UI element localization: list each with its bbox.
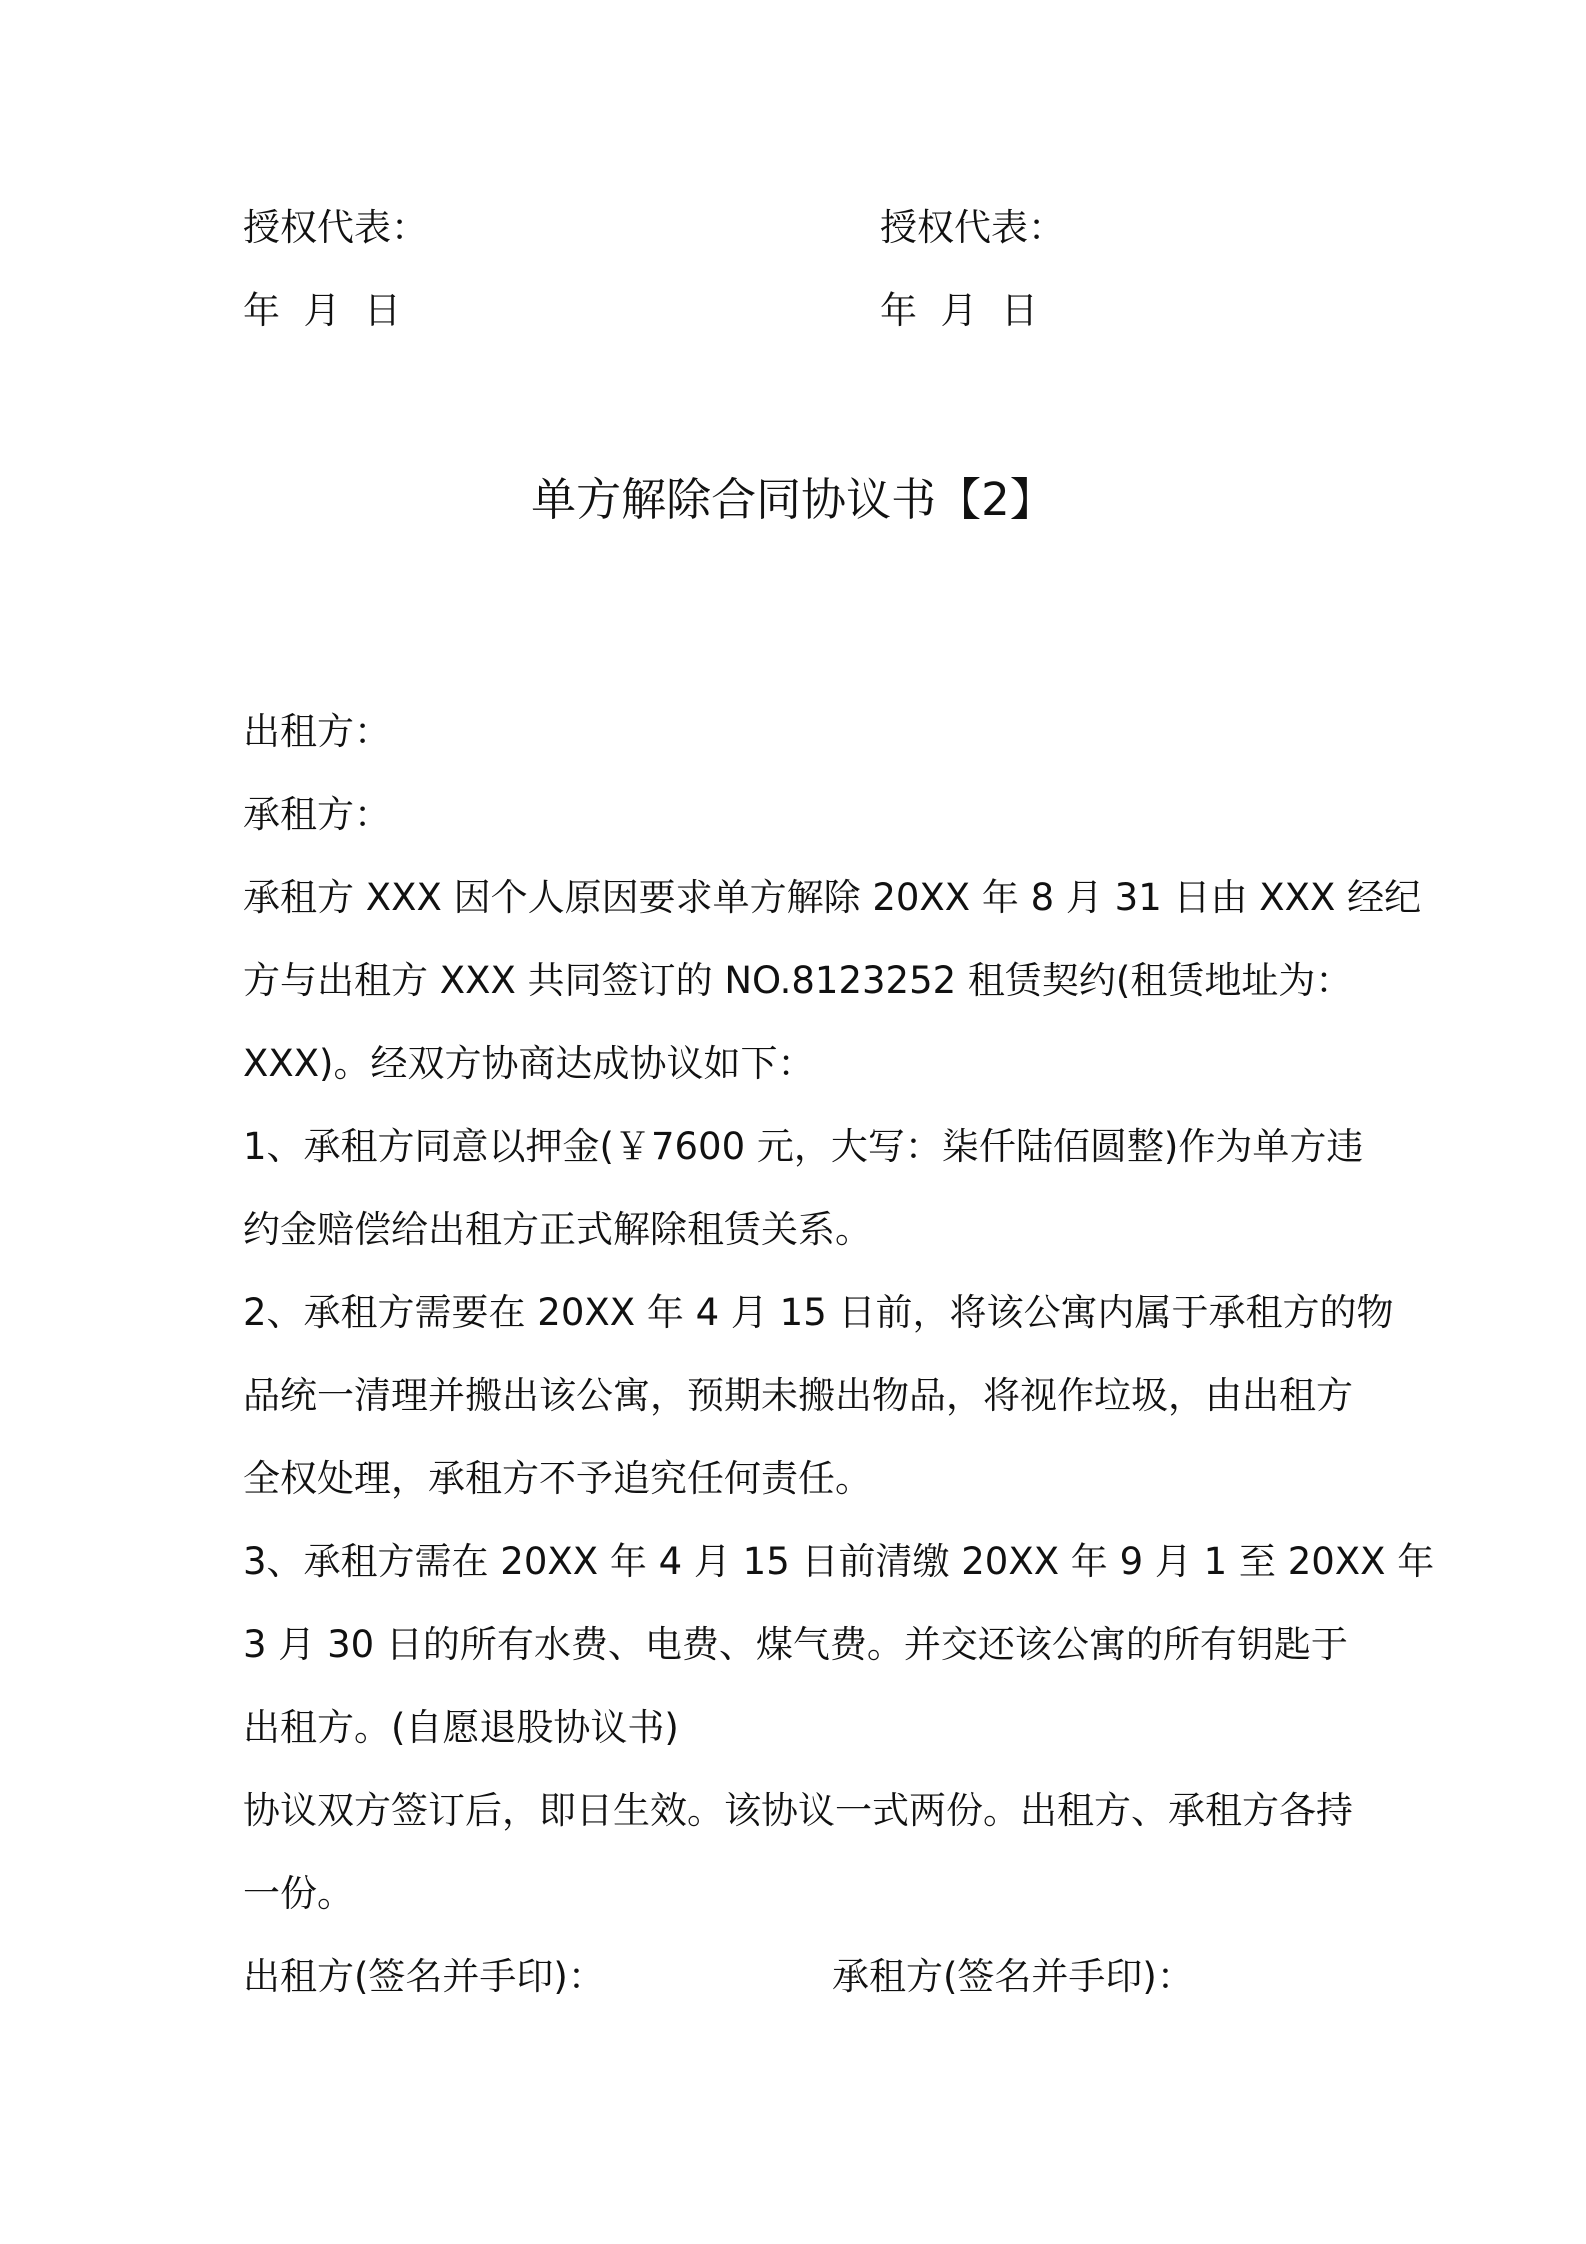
left-date-line: 年 月 日 — [243, 289, 402, 332]
lessor-label: 出租方： — [243, 710, 391, 753]
clause-1-line-2: 约金赔偿给出租方正式解除租赁关系。 — [243, 1208, 872, 1251]
lessee-signature-label: 承租方(签名并手印)： — [832, 1955, 1194, 1998]
body-line-3: XXX)。经双方协商达成协议如下： — [243, 1042, 815, 1085]
lessor-signature-label: 出租方(签名并手印)： — [243, 1955, 605, 1998]
lessee-label: 承租方： — [243, 793, 391, 836]
clause-2-line-1: 2、承租方需要在 20XX 年 4 月 15 日前，将该公寓内属于承租方的物 — [243, 1291, 1394, 1334]
right-representative-label: 授权代表： — [880, 206, 1065, 249]
clause-3-line-1: 3、承租方需在 20XX 年 4 月 15 日前清缴 20XX 年 9 月 1 至 20XX 年 — [243, 1540, 1435, 1583]
clause-1-line-1: 1、承租方同意以押金(￥7600 元，大写：柒仟陆佰圆整)作为单方违 — [243, 1125, 1364, 1168]
effect-line-1: 协议双方签订后，即日生效。该协议一式两份。出租方、承租方各持 — [243, 1789, 1353, 1832]
document-title: 单方解除合同协议书【2】 — [531, 473, 1055, 526]
clause-3-line-2: 3 月 30 日的所有水费、电费、煤气费。并交还该公寓的所有钥匙于 — [243, 1623, 1348, 1666]
effect-line-2: 一份。 — [243, 1872, 354, 1915]
body-line-2: 方与出租方 XXX 共同签订的 NO.8123252 租赁契约(租赁地址为： — [243, 959, 1353, 1002]
body-line-1: 承租方 XXX 因个人原因要求单方解除 20XX 年 8 月 31 日由 XXX 经纪 — [243, 876, 1422, 919]
clause-2-line-3: 全权处理，承租方不予追究任何责任。 — [243, 1457, 872, 1500]
left-representative-label: 授权代表： — [243, 206, 428, 249]
clause-2-line-2: 品统一清理并搬出该公寓，预期未搬出物品，将视作垃圾，由出租方 — [243, 1374, 1353, 1417]
right-date-line: 年 月 日 — [880, 289, 1039, 332]
clause-3-line-3: 出租方。(自愿退股协议书) — [243, 1706, 679, 1749]
